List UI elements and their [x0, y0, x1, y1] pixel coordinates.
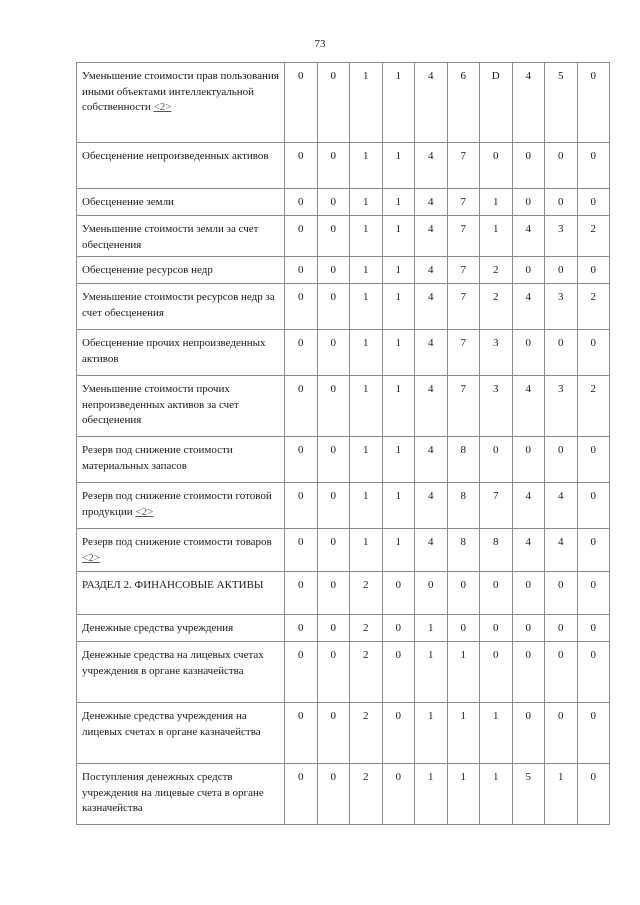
- code-digit: 0: [447, 615, 480, 642]
- table-row: [77, 529, 610, 572]
- code-digit: 1: [480, 764, 513, 825]
- row-name-cell: [77, 284, 285, 330]
- code-digit: 0: [415, 572, 448, 615]
- code-digit: 7: [447, 257, 480, 284]
- code-digit: 2: [577, 216, 610, 257]
- code-digit: 0: [512, 143, 545, 189]
- table-body: [77, 63, 610, 825]
- row-name-cell: [77, 437, 285, 483]
- code-digit: 0: [317, 703, 350, 764]
- code-digit: 0: [512, 189, 545, 216]
- code-digit: 1: [382, 330, 415, 376]
- code-digit: 2: [577, 376, 610, 437]
- code-digit: 0: [545, 330, 578, 376]
- code-digit: 2: [577, 284, 610, 330]
- code-digit: 1: [382, 284, 415, 330]
- code-digit: 0: [577, 642, 610, 703]
- code-digit: 0: [545, 703, 578, 764]
- code-digit: 1: [350, 257, 383, 284]
- code-digit: 1: [350, 437, 383, 483]
- code-digit: 4: [512, 529, 545, 572]
- code-digit: 8: [447, 529, 480, 572]
- code-digit: 4: [415, 63, 448, 143]
- table-row: [77, 615, 610, 642]
- table-row: [77, 330, 610, 376]
- table-row: [77, 703, 610, 764]
- code-digit: 2: [480, 257, 513, 284]
- code-digit: 0: [317, 330, 350, 376]
- code-digit: 1: [415, 703, 448, 764]
- code-digit: 1: [350, 216, 383, 257]
- table-row: [77, 572, 610, 615]
- code-digit: 2: [350, 642, 383, 703]
- code-digit: 0: [285, 189, 318, 216]
- code-digit: 4: [512, 483, 545, 529]
- code-digit: 0: [512, 437, 545, 483]
- code-digit: 0: [577, 529, 610, 572]
- row-name: Поступления денежных средств учреждения на лицевые счета в органе казначейства: [82, 771, 264, 814]
- code-digit: 0: [317, 437, 350, 483]
- row-name-cell: [77, 257, 285, 284]
- code-digit: 1: [350, 483, 383, 529]
- code-digit: 0: [285, 437, 318, 483]
- code-digit: 4: [545, 483, 578, 529]
- code-digit: 1: [382, 529, 415, 572]
- code-digit: 3: [480, 330, 513, 376]
- code-digit: 0: [545, 642, 578, 703]
- code-digit: 0: [285, 572, 318, 615]
- row-name-cell: [77, 63, 285, 143]
- code-digit: 6: [447, 63, 480, 143]
- code-digit: 0: [577, 703, 610, 764]
- code-digit: 0: [285, 483, 318, 529]
- code-digit: 1: [350, 63, 383, 143]
- code-digit: 0: [545, 437, 578, 483]
- table-row: [77, 216, 610, 257]
- code-digit: 0: [382, 642, 415, 703]
- code-digit: 0: [512, 703, 545, 764]
- code-digit: 0: [317, 483, 350, 529]
- code-digit: 1: [382, 189, 415, 216]
- code-digit: 0: [577, 483, 610, 529]
- code-digit: 1: [350, 529, 383, 572]
- code-digit: 1: [415, 615, 448, 642]
- code-digit: 4: [415, 437, 448, 483]
- row-name-cell: [77, 529, 285, 572]
- code-digit: D: [480, 63, 513, 143]
- code-digit: 0: [317, 189, 350, 216]
- code-digit: 0: [577, 143, 610, 189]
- code-digit: 0: [577, 63, 610, 143]
- code-digit: 1: [350, 284, 383, 330]
- code-digit: 0: [317, 615, 350, 642]
- row-name-cell: [77, 376, 285, 437]
- code-digit: 0: [285, 143, 318, 189]
- code-digit: 0: [577, 330, 610, 376]
- code-digit: 0: [382, 615, 415, 642]
- code-digit: 1: [382, 437, 415, 483]
- code-digit: 0: [285, 257, 318, 284]
- code-digit: 1: [480, 703, 513, 764]
- row-name: Уменьшение стоимости прочих непроизведенных активов за счет обесценения: [82, 383, 239, 426]
- code-digit: 1: [382, 376, 415, 437]
- code-digit: 0: [577, 615, 610, 642]
- row-name-cell: [77, 330, 285, 376]
- code-digit: 0: [317, 376, 350, 437]
- row-name-cell: [77, 143, 285, 189]
- row-name-cell: [77, 764, 285, 825]
- code-digit: 2: [350, 572, 383, 615]
- code-digit: 0: [512, 642, 545, 703]
- code-digit: 8: [480, 529, 513, 572]
- code-digit: 0: [577, 572, 610, 615]
- code-digit: 1: [415, 764, 448, 825]
- code-digit: 2: [350, 703, 383, 764]
- code-digit: 1: [350, 330, 383, 376]
- code-digit: 7: [447, 284, 480, 330]
- code-digit: 0: [382, 764, 415, 825]
- code-digit: 7: [447, 330, 480, 376]
- row-name-cell: [77, 189, 285, 216]
- code-digit: 0: [317, 529, 350, 572]
- footnote-link[interactable]: <2>: [135, 505, 154, 518]
- code-digit: 0: [317, 572, 350, 615]
- code-digit: 0: [545, 189, 578, 216]
- code-digit: 0: [480, 437, 513, 483]
- code-digit: 0: [317, 63, 350, 143]
- code-digit: 1: [480, 189, 513, 216]
- code-digit: 7: [447, 189, 480, 216]
- row-name-cell: [77, 572, 285, 615]
- row-name: Резерв под снижение стоимости готовой продукции: [82, 490, 272, 518]
- code-digit: 8: [447, 483, 480, 529]
- code-digit: 0: [317, 216, 350, 257]
- account-codes-table: [76, 62, 610, 825]
- code-digit: 0: [545, 143, 578, 189]
- code-digit: 0: [285, 615, 318, 642]
- code-digit: 0: [512, 572, 545, 615]
- code-digit: 3: [480, 376, 513, 437]
- code-digit: 4: [415, 189, 448, 216]
- code-digit: 1: [447, 764, 480, 825]
- code-digit: 0: [285, 703, 318, 764]
- code-digit: 0: [512, 330, 545, 376]
- code-digit: 4: [415, 216, 448, 257]
- table-row: [77, 376, 610, 437]
- code-digit: 4: [512, 63, 545, 143]
- code-digit: 1: [447, 642, 480, 703]
- code-digit: 0: [285, 642, 318, 703]
- row-name: Обесценение земли: [82, 196, 174, 208]
- row-name-cell: [77, 483, 285, 529]
- code-digit: 2: [480, 284, 513, 330]
- code-digit: 0: [577, 189, 610, 216]
- code-digit: 4: [415, 483, 448, 529]
- code-digit: 0: [480, 615, 513, 642]
- code-digit: 0: [285, 376, 318, 437]
- row-name: Обесценение ресурсов недр: [82, 264, 213, 276]
- code-digit: 0: [545, 257, 578, 284]
- code-digit: 4: [512, 284, 545, 330]
- row-name: Уменьшение стоимости земли за счет обесценения: [82, 223, 259, 251]
- code-digit: 1: [415, 642, 448, 703]
- code-digit: 0: [577, 437, 610, 483]
- code-digit: 4: [415, 284, 448, 330]
- code-digit: 0: [317, 284, 350, 330]
- code-digit: 4: [415, 143, 448, 189]
- code-digit: 1: [382, 143, 415, 189]
- table-row: [77, 284, 610, 330]
- row-name: Резерв под снижение стоимости материальных запасов: [82, 444, 233, 472]
- code-digit: 7: [480, 483, 513, 529]
- code-digit: 0: [285, 63, 318, 143]
- code-digit: 0: [317, 257, 350, 284]
- code-digit: 0: [545, 615, 578, 642]
- code-digit: 8: [447, 437, 480, 483]
- row-name-cell: [77, 216, 285, 257]
- table-row: [77, 764, 610, 825]
- code-digit: 1: [480, 216, 513, 257]
- row-name: Уменьшение стоимости прав пользования иными объектами интеллектуальной собственности: [82, 70, 279, 113]
- code-digit: 7: [447, 216, 480, 257]
- code-digit: 0: [577, 257, 610, 284]
- code-digit: 0: [512, 257, 545, 284]
- code-digit: 0: [285, 330, 318, 376]
- code-digit: 1: [382, 257, 415, 284]
- code-digit: 0: [382, 572, 415, 615]
- code-digit: 4: [415, 330, 448, 376]
- code-digit: 2: [350, 764, 383, 825]
- code-digit: 1: [350, 376, 383, 437]
- table-row: [77, 483, 610, 529]
- row-name: Денежные средства учреждения на лицевых счетах в органе казначейства: [82, 710, 261, 738]
- code-digit: 0: [285, 216, 318, 257]
- code-digit: 1: [350, 189, 383, 216]
- code-digit: 3: [545, 376, 578, 437]
- row-name: РАЗДЕЛ 2. ФИНАНСОВЫЕ АКТИВЫ: [82, 579, 264, 591]
- row-name-cell: [77, 703, 285, 764]
- code-digit: 0: [480, 143, 513, 189]
- code-digit: 4: [512, 376, 545, 437]
- footnote-link[interactable]: <2>: [82, 551, 100, 564]
- code-digit: 3: [545, 284, 578, 330]
- code-digit: 1: [382, 216, 415, 257]
- code-digit: 5: [545, 63, 578, 143]
- row-name: Уменьшение стоимости ресурсов недр за счет обесценения: [82, 291, 275, 319]
- code-digit: 0: [285, 764, 318, 825]
- code-digit: 1: [382, 63, 415, 143]
- code-digit: 0: [512, 615, 545, 642]
- footnote-link[interactable]: <2>: [153, 101, 172, 113]
- code-digit: 0: [480, 642, 513, 703]
- code-digit: 0: [317, 642, 350, 703]
- row-name: Обесценение прочих непроизведенных активов: [82, 337, 266, 365]
- code-digit: 1: [382, 483, 415, 529]
- table-row: [77, 437, 610, 483]
- row-name: Обесценение непроизведенных активов: [82, 150, 269, 162]
- code-digit: 0: [382, 703, 415, 764]
- code-digit: 0: [545, 572, 578, 615]
- code-digit: 4: [415, 376, 448, 437]
- row-name-cell: [77, 615, 285, 642]
- code-digit: 0: [480, 572, 513, 615]
- code-digit: 0: [447, 572, 480, 615]
- code-digit: 1: [545, 764, 578, 825]
- code-digit: 5: [512, 764, 545, 825]
- table-row: [77, 63, 610, 143]
- code-digit: 0: [317, 143, 350, 189]
- table-row: [77, 189, 610, 216]
- code-digit: 0: [577, 764, 610, 825]
- code-digit: 1: [447, 703, 480, 764]
- table-row: [77, 642, 610, 703]
- row-name: Резерв под снижение стоимости товаров: [82, 536, 272, 548]
- code-digit: 4: [415, 257, 448, 284]
- code-digit: 7: [447, 376, 480, 437]
- table-row: [77, 257, 610, 284]
- code-digit: 3: [545, 216, 578, 257]
- code-digit: 4: [545, 529, 578, 572]
- code-digit: 4: [512, 216, 545, 257]
- code-digit: 0: [317, 764, 350, 825]
- row-name: Денежные средства учреждения: [82, 622, 234, 634]
- code-digit: 7: [447, 143, 480, 189]
- row-name: Денежные средства на лицевых счетах учреждения в органе казначейства: [82, 649, 264, 677]
- code-digit: 2: [350, 615, 383, 642]
- row-name-cell: [77, 642, 285, 703]
- table-row: [77, 143, 610, 189]
- page-number: 73: [314, 38, 326, 50]
- code-digit: 1: [350, 143, 383, 189]
- code-digit: 0: [285, 529, 318, 572]
- code-digit: 4: [415, 529, 448, 572]
- code-digit: 0: [285, 284, 318, 330]
